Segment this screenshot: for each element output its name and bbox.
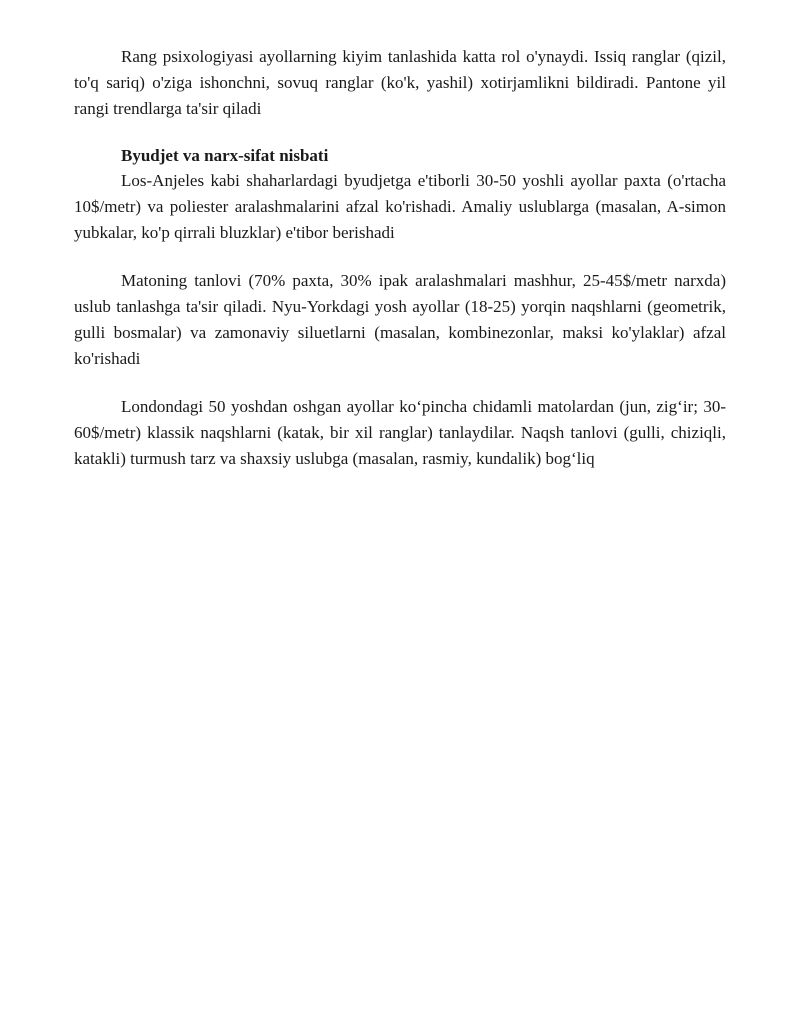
paragraph-color-psychology: Rang psixologiyasi ayollarning kiyim tanlashida katta rol o'ynaydi. Issiq ranglar (qizil, to'q sariq) o'ziga ishonchni, sovuq ranglar (ko'k, yashil) xotirjamlikni bildiradi. Pantone yil rangi trendlarga ta'sir qiladi <box>74 47 726 118</box>
paragraph-fabric-choice: Matoning tanlovi (70% paxta, 30% ipak aralashmalari mashhur, 25-45$/metr narxda) uslub tanlashga ta'sir qiladi. Nyu-Yorkdagi yosh ayollar (18-25) yorqin naqshlarni (geometrik, gulli bosmalar) va zamonaviy siluetlarni (masalan, kombinezonlar, maksi ko'ylaklar) afzal ko'rishadi <box>74 271 726 368</box>
paragraph-london: Londondagi 50 yoshdan oshgan ayollar ko‘pincha chidamli matolardan (jun, zig‘ir; 30-60$/metr) klassik naqshlarni (katak, bir xil ranglar) tanlaydilar. Naqsh tanlovi (gulli, chiziqli, katakli) turmush tarz va shaxsiy uslubga (masalan, rasmiy, kundalik) bog‘liq <box>74 397 726 468</box>
paragraph-gap <box>74 372 726 394</box>
paragraph-gap <box>74 122 726 144</box>
section-heading-budget: Byudjet va narx-sifat nisbati <box>121 146 329 165</box>
paragraph-budget: Los-Anjeles kabi shaharlardagi byudjetga e'tiborli 30-50 yoshli ayollar paxta (o'rtacha 10$/metr) va poliester aralashmalarini afzal ko'rishadi. Amaliy uslublarga (masalan, A-simon yubkalar, ko'p qirrali bluzklar) e'tibor berishadi <box>74 171 726 242</box>
document-page <box>74 44 726 472</box>
paragraph-gap <box>74 246 726 268</box>
